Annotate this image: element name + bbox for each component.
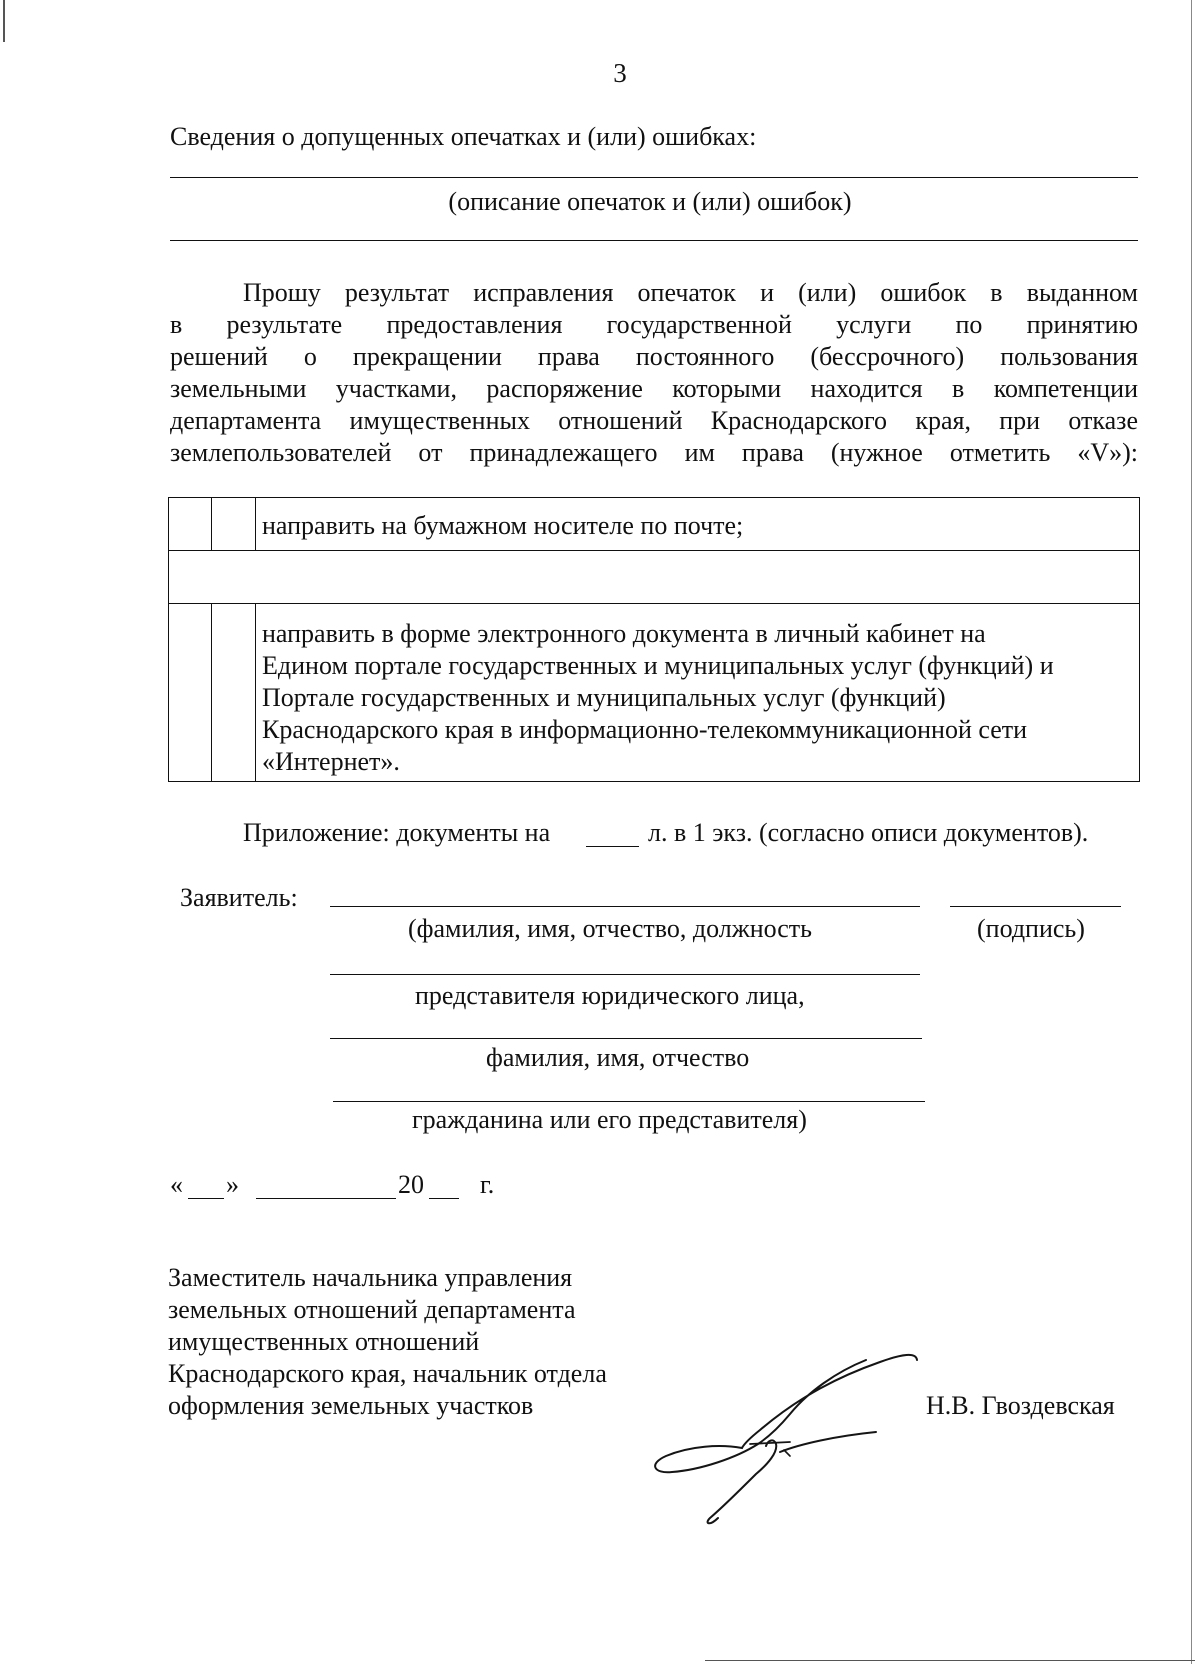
errors-heading: Сведения о допущенных опечатках и (или) ошибках:	[170, 122, 757, 151]
page-number: 3	[613, 58, 627, 88]
date-year-blank[interactable]	[429, 1198, 459, 1199]
date-year-suffix: г.	[480, 1170, 495, 1199]
table-divider	[169, 603, 1139, 604]
signature-line[interactable]	[950, 906, 1121, 907]
option-paper-checkbox[interactable]	[170, 499, 210, 549]
date-close-quote: »	[226, 1170, 239, 1199]
attachment-pages-blank[interactable]	[586, 846, 639, 847]
scan-edge	[705, 1660, 1195, 1661]
scan-edge	[1191, 0, 1192, 1664]
empty-separator-row	[170, 551, 1138, 602]
date-open-quote: «	[170, 1170, 183, 1199]
option-electronic-label-line: направить в форме электронного документа в личный кабинет на	[262, 619, 986, 648]
attachment-prefix: Приложение: документы на	[243, 818, 551, 847]
applicant-label: Заявитель:	[180, 883, 298, 912]
applicant-caption-line: гражданина или его представителя)	[412, 1105, 807, 1134]
date-day-blank[interactable]	[188, 1198, 224, 1199]
applicant-caption-line: (фамилия, имя, отчество, должность	[408, 914, 813, 943]
applicant-name-line[interactable]	[330, 906, 920, 907]
attachment-suffix: л. в 1 экз. (согласно описи документов).	[648, 818, 1089, 847]
signatory-position-line: оформления земельных участков	[168, 1391, 534, 1420]
errors-input-line-2[interactable]	[170, 240, 1138, 241]
applicant-name-line-2[interactable]	[330, 974, 920, 975]
option-electronic-label-line: Краснодарского края в информационно-телекоммуникационной сети	[262, 715, 1028, 744]
date-month-blank[interactable]	[256, 1198, 396, 1199]
option-electronic-label-line: Портале государственных и муниципальных услуг (функций)	[262, 683, 946, 712]
table-divider	[211, 603, 212, 781]
option-electronic-label-line: «Интернет».	[262, 747, 400, 776]
signatory-position-line: Заместитель начальника управления	[168, 1263, 573, 1292]
applicant-name-line-3[interactable]	[330, 1038, 922, 1039]
delivery-options-table	[168, 497, 1140, 782]
option-electronic-mark-cell[interactable]	[213, 604, 254, 780]
applicant-name-line-4[interactable]	[333, 1101, 925, 1102]
option-paper-mark-cell[interactable]	[213, 499, 254, 549]
errors-input-line[interactable]	[170, 177, 1138, 178]
request-paragraph-line: землепользователей от принадлежащего им права (нужное отметить «V»):	[170, 438, 1138, 467]
option-electronic-checkbox[interactable]	[170, 604, 210, 780]
signatory-position-line: земельных отношений департамента	[168, 1295, 576, 1324]
signatory-position-line: имущественных отношений	[168, 1327, 480, 1356]
handwritten-signature	[640, 1340, 940, 1540]
option-paper-label: направить на бумажном носителе по почте;	[262, 511, 744, 540]
applicant-caption-line: фамилия, имя, отчество	[486, 1043, 750, 1072]
scan-edge	[3, 0, 5, 42]
signatory-position-line: Краснодарского края, начальник отдела	[168, 1359, 607, 1388]
signature-caption: (подпись)	[977, 914, 1085, 943]
request-paragraph-line: решений о прекращении права постоянного (бессрочного) пользования	[170, 342, 1138, 371]
table-divider	[211, 498, 212, 550]
errors-caption: (описание опечаток и (или) ошибок)	[448, 187, 852, 216]
request-paragraph-line: в результате предоставления государственной услуги по принятию	[170, 310, 1138, 339]
table-divider	[255, 498, 256, 550]
date-year-prefix: 20	[398, 1170, 424, 1199]
request-paragraph-line: земельными участками, распоряжение которыми находится в компетенции	[170, 374, 1138, 403]
applicant-caption-line: представителя юридического лица,	[415, 981, 805, 1010]
request-paragraph-line: Прошу результат исправления опечаток и (или) ошибок в выданном	[243, 278, 1138, 307]
request-paragraph-line: департамента имущественных отношений Краснодарского края, при отказе	[170, 406, 1138, 435]
option-electronic-label-line: Едином портале государственных и муниципальных услуг (функций) и	[262, 651, 1054, 680]
signatory-name: Н.В. Гвоздевская	[926, 1391, 1115, 1420]
table-divider	[255, 603, 256, 781]
